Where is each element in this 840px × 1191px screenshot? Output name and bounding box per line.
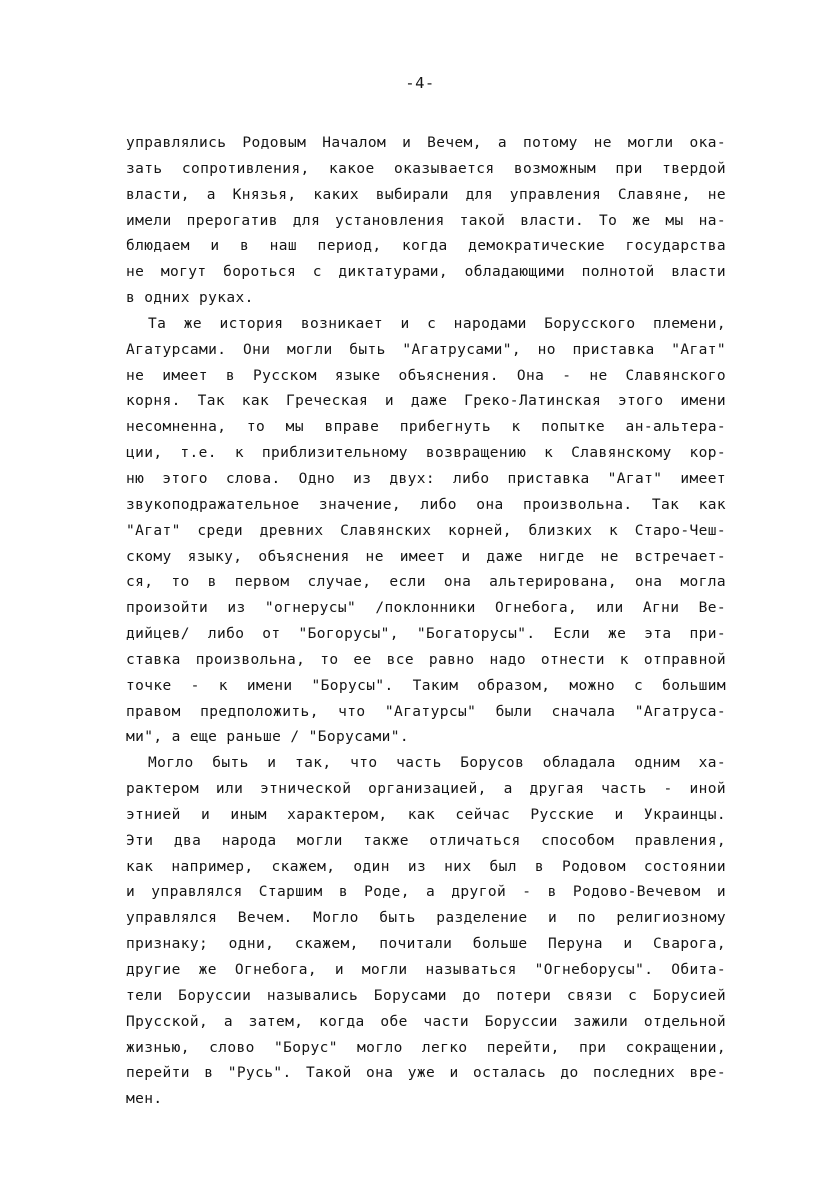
text-line: власти, а Князья, каких выбирали для управления Славяне, не — [126, 186, 726, 203]
text-body — [126, 131, 726, 1113]
text-line: точке - к имени "Борусы". Таким образом, можно с большим — [126, 677, 726, 694]
text-line: признаку; одни, скажем, почитали больше Перуна и Сварога, — [126, 936, 726, 953]
text-line: произойти из "огнерусы" /поклонники Огнебога, или Агни Ве- — [126, 600, 726, 617]
text-line: и управлялся Старшим в Роде, а другой - в Родово-Вечевом и — [126, 884, 726, 901]
text-line: несомненна, то мы вправе прибегнуть к попытке ан-альтера- — [126, 419, 726, 436]
page-number: -4- — [405, 74, 435, 92]
text-line: перейти в "Русь". Такой она уже и осталась до последних вре- — [126, 1065, 726, 1082]
text-line: корня. Так как Греческая и даже Греко-Латинская этого имени — [126, 393, 726, 410]
paragraph-2 — [126, 312, 726, 751]
paragraph-3 — [126, 751, 726, 1113]
text-line: блюдаем и в наш период, когда демократические государства — [126, 238, 726, 255]
text-line: Эти два народа могли также отличаться способом правления, — [126, 832, 726, 849]
text-line: рактером или этнической организацией, а другая часть - иной — [126, 781, 726, 798]
text-line: имели прерогатив для установления такой власти. То же мы на- — [126, 212, 726, 229]
text-line: звукоподражательное значение, либо она произвольна. Так как — [126, 496, 726, 513]
text-line: "Агат" среди древних Славянских корней, близких к Старо-Чеш- — [126, 522, 726, 539]
text-line: в одних руках. — [126, 290, 254, 307]
text-line: ми", а еще раньше / "Борусами". — [126, 729, 410, 746]
text-line: управлялся Вечем. Могло быть разделение и по религиозному — [126, 910, 726, 927]
text-line: скому языку, объяснения не имеет и даже нигде не встречает- — [126, 548, 726, 565]
text-line: Прусской, а затем, когда обе части Боруссии зажили отдельной — [126, 1013, 726, 1030]
text-line: ставка произвольна, то ее все равно надо отнести к отправной — [126, 651, 726, 668]
text-line: Та же история возникает и с народами Борусского племени, — [148, 315, 726, 332]
text-line: ню этого слова. Одно из двух: либо приставка "Агат" имеет — [126, 470, 726, 487]
text-line: другие же Огнебога, и могли называться "Огнеборусы". Обита- — [126, 962, 726, 978]
text-line: не имеет в Русском языке объяснения. Она - не Славянского — [126, 367, 726, 384]
text-line: зать сопротивления, какое оказывается возможным при твердой — [126, 160, 726, 177]
text-line: тели Боруссии назывались Борусами до потери связи с Борусией — [126, 987, 726, 1004]
text-line: правом предположить, что "Агатурсы" были сначала "Агатруса- — [126, 703, 726, 720]
text-line: этнией и иным характером, как сейчас Русские и Украинцы. — [126, 806, 726, 823]
text-line: мен. — [126, 1091, 163, 1108]
paragraph-1 — [126, 131, 726, 312]
text-line: ции, т.е. к приблизительному возвращению к Славянскому кор- — [126, 445, 726, 462]
text-line: жизнью, слово "Борус" могло легко перейти, при сокращении, — [126, 1039, 726, 1056]
text-line: как например, скажем, один из них был в Родовом состоянии — [126, 858, 726, 875]
text-line: дийцев/ либо от "Богорусы", "Богаторусы". Если же эта при- — [126, 626, 726, 643]
text-line: управлялись Родовым Началом и Вечем, а потому не могли ока- — [126, 135, 726, 151]
text-line: Могло быть и так, что часть Борусов обладала одним ха- — [148, 755, 726, 772]
text-line: Агатурсами. Они могли быть "Агатрусами", но приставка "Агат" — [126, 341, 726, 358]
text-line: ся, то в первом случае, если она альтерирована, она могла — [126, 574, 726, 591]
text-line: не могут бороться с диктатурами, обладающими полнотой власти — [126, 264, 726, 281]
